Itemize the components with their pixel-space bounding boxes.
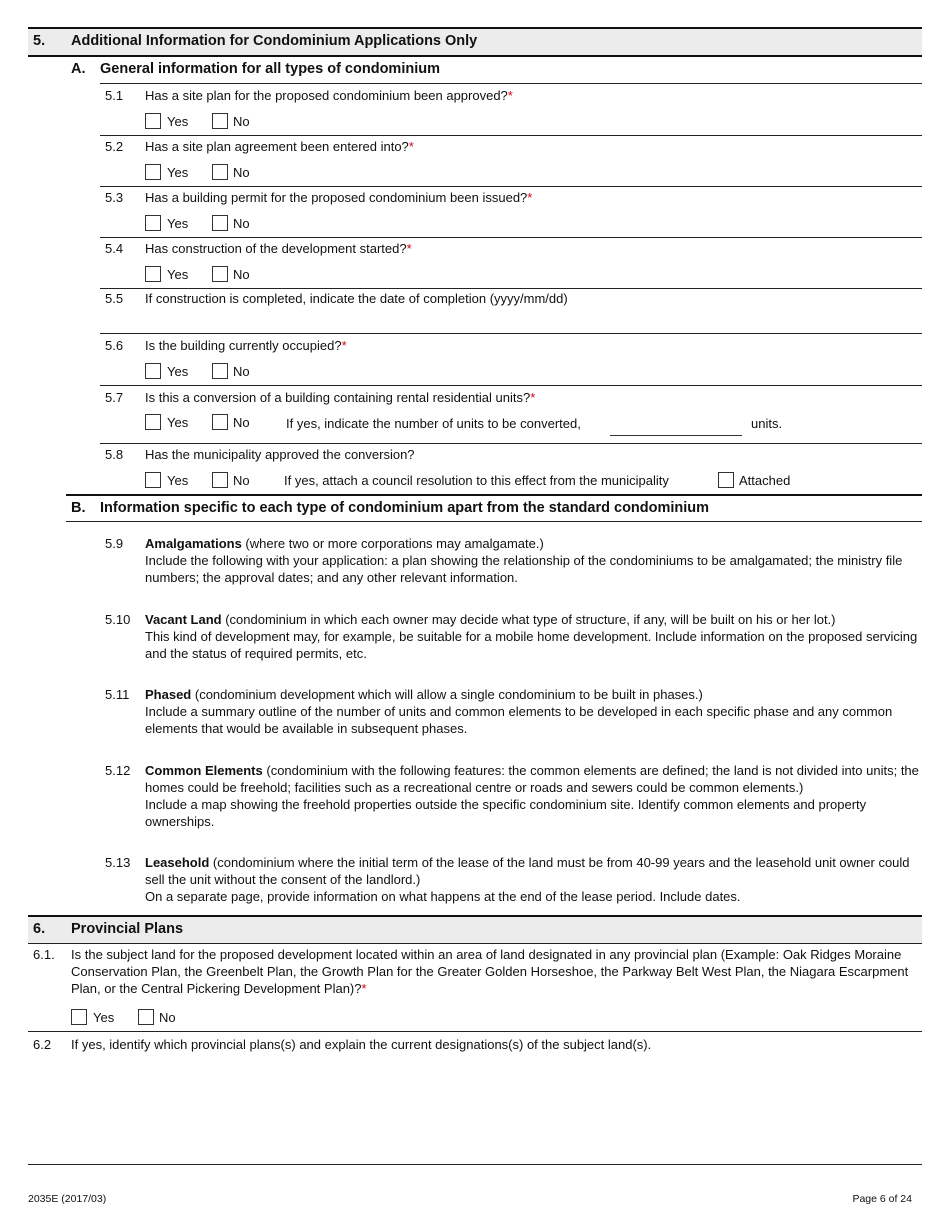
attached-label: Attached	[739, 473, 791, 488]
q5-8-yes-checkbox[interactable]	[145, 472, 161, 488]
divider	[100, 237, 922, 238]
divider	[28, 1031, 922, 1032]
item-number: 5.13	[105, 855, 131, 870]
question-number: 5.7	[105, 390, 124, 405]
question-5-1-text	[145, 88, 513, 103]
divider	[100, 333, 922, 334]
item-number: 5.12	[105, 763, 131, 778]
question-5-6-text	[145, 338, 347, 353]
divider	[100, 443, 922, 444]
required-marker: *	[361, 981, 367, 996]
item-body: Include the following with your application: a plan showing the relationship of the condominiums to be amalgamated; the ministry file numbers; the approval dates; and any other relevant information.	[145, 553, 903, 585]
q5-2-yes-checkbox[interactable]	[145, 164, 161, 180]
item-term: Amalgamations	[145, 536, 242, 551]
units-suffix: units.	[751, 416, 783, 431]
page-number: Page 6 of 24	[852, 1193, 912, 1205]
item-body: On a separate page, provide information on what happens at the end of the lease period. Include dates.	[145, 889, 741, 904]
yes-label: Yes	[167, 114, 189, 129]
q5-1-no-checkbox[interactable]	[212, 113, 228, 129]
q5-1-yes-checkbox[interactable]	[145, 113, 161, 129]
section-6-title: Provincial Plans	[71, 921, 184, 937]
yes-label: Yes	[167, 165, 189, 180]
question-number: 5.2	[105, 139, 124, 154]
divider	[100, 288, 922, 289]
footer-rule	[28, 1164, 922, 1165]
item-description: (condominium with the following features: the common elements are defined; the land is not divided into units; the homes could be freehold; facilities such as a recreational centre or roads and sewers could be common elements.)	[145, 763, 919, 795]
question-text: Is the subject land for the proposed development located within an area of land designated in any provincial plan (Example: Oak Ridges Moraine Conservation Plan, the Greenbelt Plan, the Growth Plan for the Greater Golden Horseshoe, the Parkway Belt West Plan, the Niagara Escarpment Plan, or the Central Pickering Development Plan)?	[71, 947, 909, 996]
section-6-number: 6.	[33, 921, 46, 937]
section-5-title: Additional Information for Condominium Applications Only	[71, 33, 478, 49]
q6-1-no-checkbox[interactable]	[138, 1009, 154, 1025]
part-b-top-rule	[66, 494, 922, 496]
units-instruction: If yes, indicate the number of units to be converted,	[286, 416, 581, 431]
item-5-9	[145, 535, 921, 586]
divider	[100, 385, 922, 386]
no-label: No	[233, 267, 250, 282]
part-a-title: General information for all types of condominium	[100, 61, 440, 77]
item-body: Include a map showing the freehold properties outside the specific condominium site. Identify common elements and property ownerships.	[145, 797, 867, 829]
question-5-3-text	[145, 190, 532, 205]
yes-label: Yes	[167, 364, 189, 379]
item-5-12	[145, 762, 921, 830]
item-5-10	[145, 611, 921, 662]
question-number: 5.3	[105, 190, 124, 205]
item-5-13	[145, 854, 921, 905]
attached-checkbox[interactable]	[718, 472, 734, 488]
required-marker: *	[527, 190, 533, 205]
no-label: No	[233, 473, 250, 488]
item-description: (condominium development which will allow a single condominium to be built in phases.)	[191, 687, 703, 702]
divider	[66, 521, 922, 522]
yes-label: Yes	[167, 473, 189, 488]
no-label: No	[233, 364, 250, 379]
required-marker: *	[530, 390, 536, 405]
yes-label: Yes	[167, 415, 189, 430]
provincial-plans-response-area[interactable]	[71, 1056, 921, 1156]
q6-1-yes-checkbox[interactable]	[71, 1009, 87, 1025]
item-term: Vacant Land	[145, 612, 222, 627]
no-label: No	[159, 1010, 176, 1025]
part-b-title: Information specific to each type of condominium apart from the standard condominium	[100, 500, 710, 516]
question-number: 6.2	[33, 1037, 52, 1052]
item-number: 5.9	[105, 536, 124, 551]
question-text: Is this a conversion of a building containing rental residential units?	[145, 390, 531, 405]
yes-label: Yes	[167, 216, 189, 231]
q5-6-yes-checkbox[interactable]	[145, 363, 161, 379]
form-code: 2035E (2017/03)	[28, 1193, 107, 1205]
yes-label: Yes	[93, 1010, 115, 1025]
q5-3-no-checkbox[interactable]	[212, 215, 228, 231]
divider	[100, 135, 922, 136]
question-number: 5.4	[105, 241, 124, 256]
question-text: Has construction of the development started?	[145, 241, 407, 256]
question-text: If yes, identify which provincial plans(s) and explain the current designations(s) of the subject land(s).	[71, 1037, 652, 1052]
question-number: 5.6	[105, 338, 124, 353]
required-marker: *	[507, 88, 513, 103]
question-5-4-text	[145, 241, 412, 256]
council-resolution-instruction: If yes, attach a council resolution to this effect from the municipality	[284, 473, 669, 488]
item-description: (where two or more corporations may amalgamate.)	[241, 536, 544, 551]
item-body: Include a summary outline of the number of units and common elements to be developed in each specific phase and any common elements that would be available in subsequent phases.	[145, 704, 893, 736]
item-description: (condominium in which each owner may decide what type of structure, if any, will be built on his or her lot.)	[221, 612, 836, 627]
section-5-number: 5.	[33, 33, 46, 49]
no-label: No	[233, 114, 250, 129]
q5-7-yes-checkbox[interactable]	[145, 414, 161, 430]
divider	[100, 83, 922, 84]
item-term: Common Elements	[145, 763, 263, 778]
question-text: If construction is completed, indicate the date of completion (yyyy/mm/dd)	[145, 291, 568, 306]
units-count-input[interactable]	[610, 435, 742, 436]
item-5-11	[145, 686, 921, 737]
question-number: 5.8	[105, 447, 124, 462]
question-6-1-text	[71, 946, 921, 997]
completion-date-field[interactable]	[145, 308, 915, 330]
question-text: Has a building permit for the proposed condominium been issued?	[145, 190, 528, 205]
question-text: Has the municipality approved the conversion?	[145, 447, 415, 462]
no-label: No	[233, 415, 250, 430]
q5-4-yes-checkbox[interactable]	[145, 266, 161, 282]
required-marker: *	[341, 338, 347, 353]
q5-4-no-checkbox[interactable]	[212, 266, 228, 282]
divider	[100, 186, 922, 187]
yes-label: Yes	[167, 267, 189, 282]
required-marker: *	[406, 241, 412, 256]
no-label: No	[233, 165, 250, 180]
divider	[28, 943, 922, 944]
q5-7-no-checkbox[interactable]	[212, 414, 228, 430]
q5-2-no-checkbox[interactable]	[212, 164, 228, 180]
no-label: No	[233, 216, 250, 231]
q5-3-yes-checkbox[interactable]	[145, 215, 161, 231]
question-5-7-text	[145, 390, 535, 405]
question-number: 5.1	[105, 88, 124, 103]
part-b-letter: B.	[71, 500, 86, 516]
question-text: Is the building currently occupied?	[145, 338, 342, 353]
item-body: This kind of development may, for example, be suitable for a mobile home development. Include information on the proposed servicing and the status of required permits, etc.	[145, 629, 918, 661]
item-number: 5.10	[105, 612, 131, 627]
item-description: (condominium where the initial term of the lease of the land must be from 40-99 years and the leasehold unit owner could sell the unit without the consent of the landlord.)	[145, 855, 910, 887]
q5-8-no-checkbox[interactable]	[212, 472, 228, 488]
item-term: Phased	[145, 687, 192, 702]
required-marker: *	[408, 139, 414, 154]
section-5-bottom-rule	[28, 55, 922, 57]
part-a-letter: A.	[71, 61, 86, 77]
item-number: 5.11	[105, 687, 130, 702]
question-text: Has a site plan for the proposed condominium been approved?	[145, 88, 508, 103]
question-text: Has a site plan agreement been entered into?	[145, 139, 409, 154]
question-number: 5.5	[105, 291, 124, 306]
item-term: Leasehold	[145, 855, 210, 870]
question-number: 6.1.	[33, 947, 55, 962]
q5-6-no-checkbox[interactable]	[212, 363, 228, 379]
question-5-2-text	[145, 139, 414, 154]
